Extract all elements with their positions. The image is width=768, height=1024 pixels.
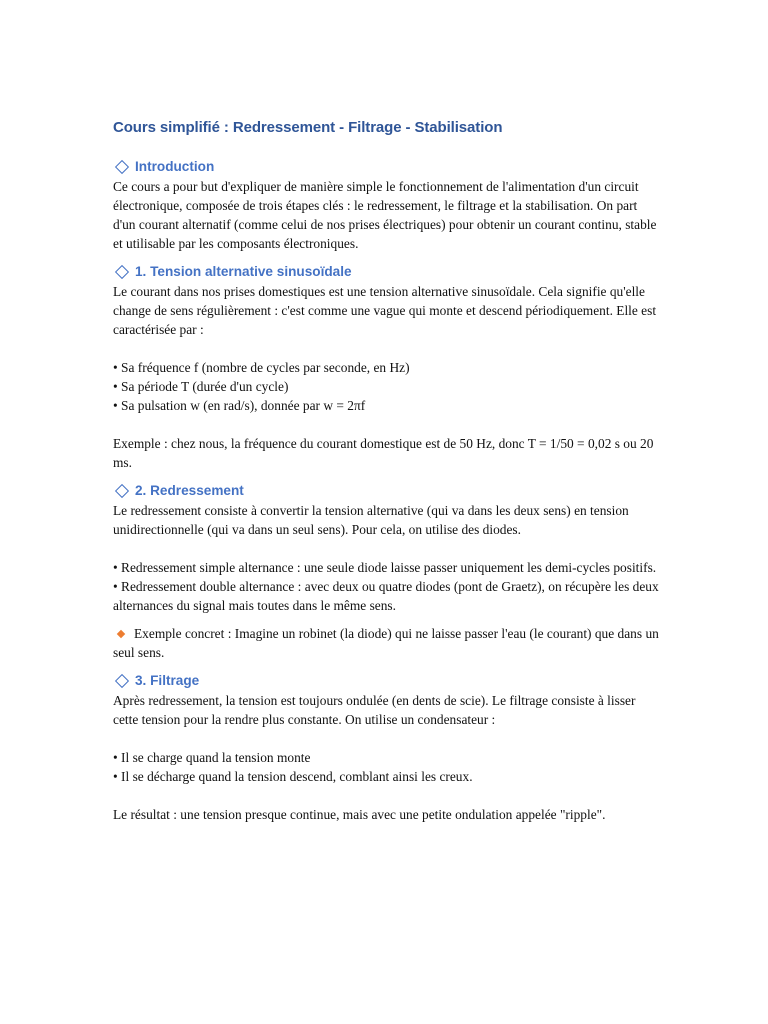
section3-body: Après redressement, la tension est toujours ondulée (en dents de scie). Le filtrage consiste à lisser cette tension pour la rendre plus constante. On utilise un condensateur :	[113, 693, 636, 727]
diamond-outline-icon	[115, 484, 129, 498]
list-item: • Redressement double alternance : avec deux ou quatre diodes (pont de Graetz), on récupère les deux alternances du signal mais toutes dans le même sens.	[113, 579, 659, 613]
section2-body: Le redressement consiste à convertir la tension alternative (qui va dans les deux sens) en tension unidirectionnelle (qui va dans un seul sens). Pour cela, on utilise des diodes.	[113, 503, 629, 537]
section3-result: Le résultat : une tension presque continue, mais avec une petite ondulation appelée "ripple".	[113, 807, 606, 822]
section2-example	[113, 624, 661, 662]
intro-heading	[113, 157, 661, 177]
document-page	[113, 118, 661, 824]
list-item: • Sa pulsation w (en rad/s), donnée par w = 2πf	[113, 398, 366, 413]
section2-heading	[113, 481, 661, 501]
section1-heading	[113, 262, 661, 282]
diamond-outline-icon	[115, 674, 129, 688]
document-title: Cours simplifié : Redressement - Filtrage - Stabilisation	[113, 119, 503, 136]
list-item: • Il se décharge quand la tension descend, comblant ainsi les creux.	[113, 769, 473, 784]
section1-heading-label: 1. Tension alternative sinusoïdale	[135, 264, 352, 279]
section1-example: Exemple : chez nous, la fréquence du courant domestique est de 50 Hz, donc T = 1/50 = 0,02 s ou 20 ms.	[113, 436, 654, 470]
orange-diamond-icon	[117, 630, 125, 638]
diamond-outline-icon	[115, 160, 129, 174]
section2-bullet-list	[113, 558, 661, 615]
section1-body: Le courant dans nos prises domestiques est une tension alternative sinusoïdale. Cela signifie qu'elle change de sens régulièrement : c'est comme une vague qui monte et descend périodiquement. Elle est caractérisée par :	[113, 284, 657, 337]
section3-heading	[113, 671, 661, 691]
list-item: • Sa fréquence f (nombre de cycles par seconde, en Hz)	[113, 360, 410, 375]
section1-bullet-list	[113, 358, 661, 415]
list-item: • Sa période T (durée d'un cycle)	[113, 379, 289, 394]
intro-heading-label: Introduction	[135, 159, 215, 174]
section2-example-text: Exemple concret : Imagine un robinet (la diode) qui ne laisse passer l'eau (le courant) que dans un seul sens.	[113, 626, 659, 660]
diamond-outline-icon	[115, 265, 129, 279]
intro-body: Ce cours a pour but d'expliquer de manière simple le fonctionnement de l'alimentation d'un circuit électronique, composée de trois étapes clés : le redressement, le filtrage et la stabilisation. On part d'un courant alternatif (comme celui de nos prises électriques) pour obtenir un courant continu, stable et utilisable par les composants électroniques.	[113, 179, 657, 251]
list-item: • Il se charge quand la tension monte	[113, 750, 311, 765]
section2-heading-label: 2. Redressement	[135, 483, 244, 498]
section3-heading-label: 3. Filtrage	[135, 673, 200, 688]
list-item: • Redressement simple alternance : une seule diode laisse passer uniquement les demi-cycles positifs.	[113, 560, 657, 575]
section3-bullet-list	[113, 748, 661, 786]
